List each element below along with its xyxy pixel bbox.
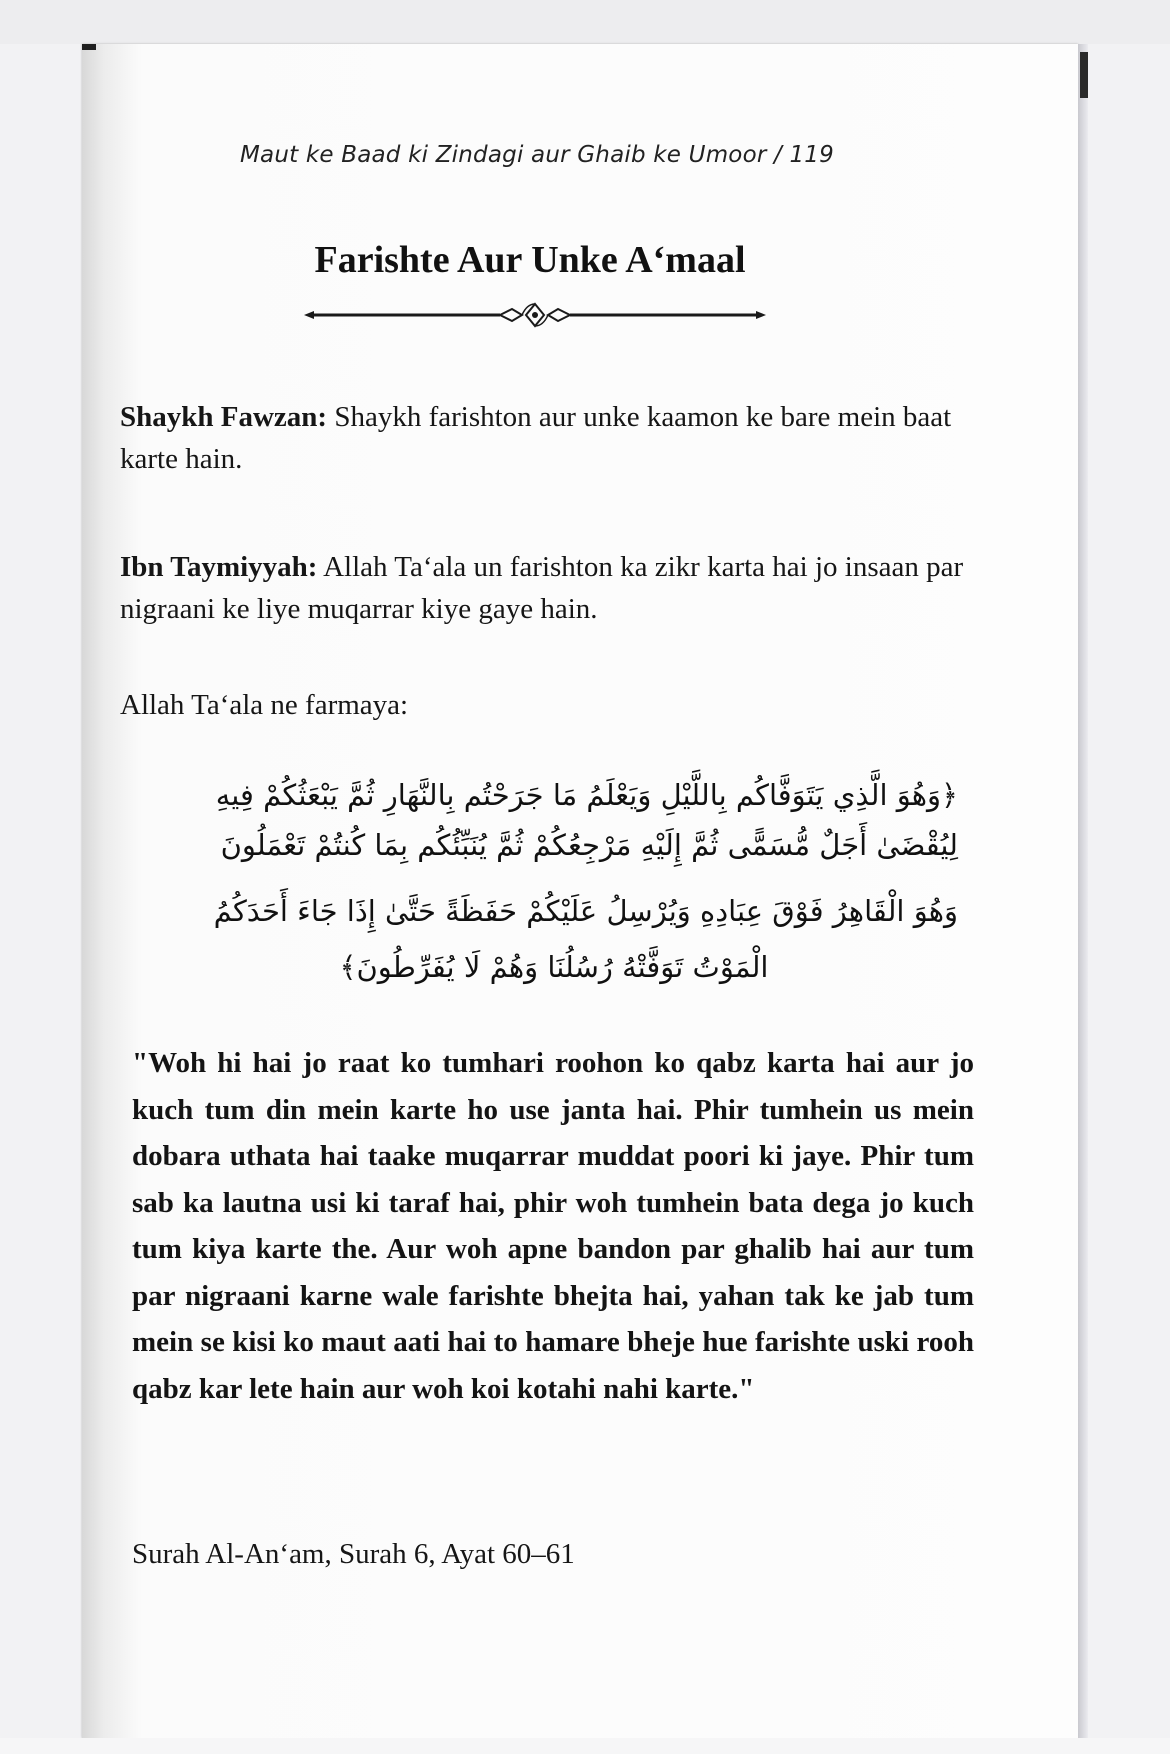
photo-top-border <box>0 0 1170 44</box>
speaker-label: Ibn Taymiyyah: <box>120 551 318 583</box>
paragraph-shaykh-fawzan <box>120 396 970 480</box>
page-corner-mark <box>82 44 96 50</box>
verse-translation: "Woh hi hai jo raat ko tumhari roohon ko qabz karta hai aur jo kuch tum din mein karte ho use janta hai. Phir tumhein us mein dobara uthata hai taake muqarrar muddat poori ki jaye. Phir tum sab ka lautna usi ki taraf hai, phir woh tumhein bata dega jo kuch tum kiya karte the. Aur woh apne bandon par ghalib hai aur tum par nigraani karne wale farishte bhejta hai, yahan tak ke jab tum mein se kisi ko maut aati hai to hamare bheje hue farishte uski rooh qabz kar lete hain aur woh koi kotahi nahi karte." <box>132 1047 974 1405</box>
paragraph-text: Shaykh farishton aur unke kaamon ke bare mein baat karte hain. <box>120 401 952 475</box>
arabic-verse-line: الْمَوْتُ تَوَفَّتْهُ رُسُلُنَا وَهُمْ لَا يُفَرِّطُونَ﴾ <box>339 950 769 984</box>
title-divider-ornament-icon <box>300 298 770 332</box>
page-right-edge <box>1078 44 1088 1738</box>
arabic-verse-line: لِيُقْضَىٰ أَجَلٌ مُّسَمًّى ثُمَّ إِلَيْهِ مَرْجِعُكُمْ ثُمَّ يُنَبِّئُكُم بِمَا كُنتُمْ تَعْمَلُونَ <box>220 828 958 862</box>
paragraph-text: Allah Ta‘ala un farishton ka zikr karta hai jo insaan par nigraani ke liye muqarrar kiye gaye hain. <box>120 551 964 625</box>
intro-line: Allah Ta‘ala ne farmaya: <box>120 689 409 721</box>
arabic-verse-line: ﴿وَهُوَ الَّذِي يَتَوَفَّاكُم بِاللَّيْلِ وَيَعْلَمُ مَا جَرَحْتُم بِالنَّهَارِ ثُمَّ يَبْعَثُكُمْ فِيهِ <box>215 778 958 812</box>
chapter-title: Farishte Aur Unke A‘maal <box>314 239 746 281</box>
page-edge-mark <box>1080 52 1088 98</box>
verse-reference: Surah Al-An‘am, Surah 6, Ayat 60–61 <box>132 1538 575 1570</box>
arabic-verse-line: وَهُوَ الْقَاهِرُ فَوْقَ عِبَادِهِ وَيُرْسِلُ عَلَيْكُمْ حَفَظَةً حَتَّىٰ إِذَا جَاءَ أَحَدَكُمُ <box>213 894 958 928</box>
paragraph-ibn-taymiyyah <box>120 546 970 630</box>
photo-bottom-border <box>0 1738 1170 1754</box>
speaker-label: Shaykh Fawzan: <box>120 401 328 433</box>
running-header: Maut ke Baad ki Zindagi aur Ghaib ke Umoor / 119 <box>240 142 834 168</box>
